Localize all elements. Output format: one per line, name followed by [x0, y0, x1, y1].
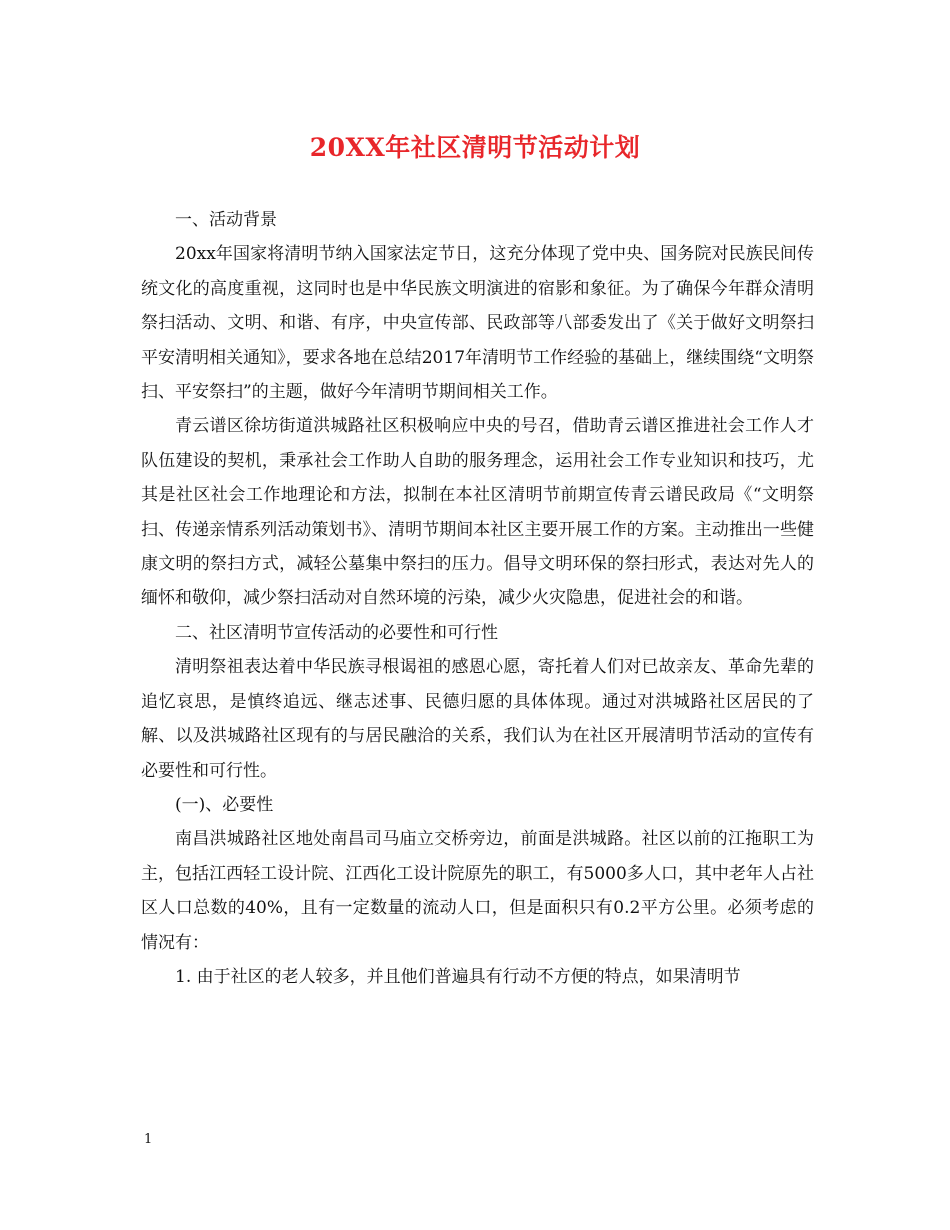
paragraph-background-1: 20xx年国家将清明节纳入国家法定节日，这充分体现了党中央、国务院对民族民间传统文化的高度重视，这同时也是中华民族文明演进的宿影和象征。为了确保今年群众清明祭扫活动、文明、和谐、有序，中央宣传部、民政部等八部委发出了《关于做好文明祭扫平安清明相关通知》，要求各地在总结2017年清明节工作经验的基础上，继续围绕“文明祭扫、平安祭扫”的主题，做好今年清明节期间相关工作。	[141, 244, 814, 403]
paragraph-background-2: 青云谱区徐坊街道洪城路社区积极响应中央的号召，借助青云谱区推进社会工作人才队伍建设的契机，秉承社会工作助人自助的服务理念，运用社会工作专业知识和技巧，尤其是社区社会工作地理论和方法，拟制在本社区清明节前期宣传青云谱民政局《“文明祭扫、传递亲情系列活动策划书》、清明节期间本社区主要开展工作的方案。主动推出一些健康文明的祭扫方式，减轻公墓集中祭扫的压力。倡导文明环保的祭扫形式，表达对先人的缅怀和敬仰，减少祭扫活动对自然环境的污染，减少火灾隐患，促进社会的和谐。	[141, 416, 814, 609]
paragraph-necessity-intro: 清明祭祖表达着中华民族寻根谒祖的感恩心愿，寄托着人们对已故亲友、革命先辈的追忆哀思，是慎终追远、继志述事、民德归愿的具体体现。通过对洪城路社区居民的了解、以及洪城路社区现有的与居民融洽的关系，我们认为在社区开展清明节活动的宣传有必要性和可行性。	[141, 657, 814, 781]
document-title: 20XX年社区清明节活动计划	[309, 133, 641, 162]
document-body	[141, 203, 814, 994]
section-heading-background: 一、活动背景	[175, 210, 277, 230]
page-number: 1	[144, 1132, 153, 1147]
list-item-1: 1. 由于社区的老人较多，并且他们普遍具有行动不方便的特点，如果清明节	[175, 966, 741, 987]
section-heading-necessity: 二、社区清明节宣传活动的必要性和可行性	[175, 622, 498, 643]
paragraph-community-situation: 南昌洪城路社区地处南昌司马庙立交桥旁边，前面是洪城路。社区以前的江拖职工为主，包括江西轻工设计院、江西化工设计院原先的职工，有5000多人口，其中老年人占社区人口总数的40%，且有一定数量的流动人口，但是面积只有0.2平方公里。必须考虑的情况有：	[141, 829, 814, 953]
subsection-heading-necessity: (一)、必要性	[175, 794, 274, 815]
